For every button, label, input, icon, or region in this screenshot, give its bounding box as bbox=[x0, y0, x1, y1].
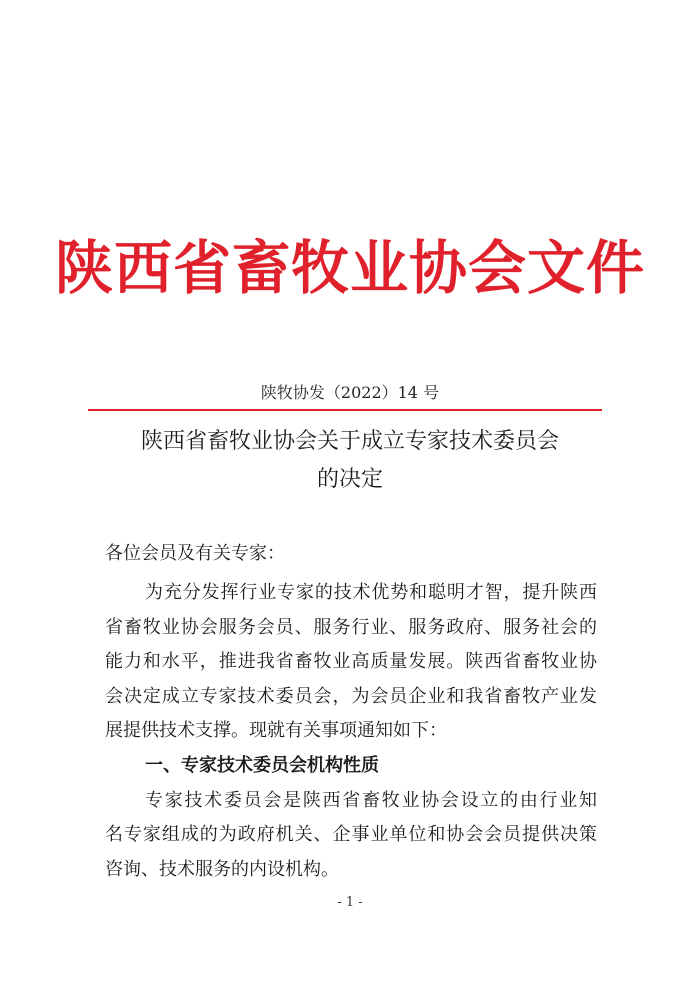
document-title-line-2: 的决定 bbox=[316, 467, 383, 492]
page-number: - 1 - bbox=[337, 895, 363, 910]
paragraph-1-line-4: 会决定成立专家技术委员会，为会员企业和我省畜牧产业发 bbox=[105, 685, 597, 707]
document-number: 陕牧协发（2022）14 号 bbox=[260, 383, 440, 402]
document-title-line-1: 陕西省畜牧业协会关于成立专家技术委员会 bbox=[140, 429, 559, 454]
document-title bbox=[0, 423, 700, 499]
section-1-heading: 一、专家技术委员会机构性质 bbox=[145, 754, 379, 776]
document-header-title: 陕西省畜牧业协会文件 bbox=[54, 234, 645, 302]
paragraph-1-line-3: 能力和水平，推进我省畜牧业高质量发展。陕西省畜牧业协 bbox=[105, 651, 597, 673]
paragraph-1-line-1: 为充分发挥行业专家的技术优势和聪明才智，提升陕西 bbox=[145, 582, 597, 603]
section-1-line-1: 专家技术委员会是陕西省畜牧业协会设立的由行业知 bbox=[145, 789, 597, 811]
paragraph-1-line-5: 展提供技术支撑。现就有关事项通知如下： bbox=[105, 720, 447, 742]
document-body bbox=[105, 576, 597, 887]
paragraph-1-line-2: 省畜牧业协会服务会员、服务行业、服务政府、服务社会的 bbox=[105, 616, 597, 638]
salutation: 各位会员及有关专家： bbox=[105, 543, 285, 564]
red-divider-line bbox=[88, 409, 602, 411]
section-1-line-2: 名专家组成的为政府机关、企事业单位和协会会员提供决策 bbox=[105, 824, 597, 846]
section-1-line-3: 咨询、技术服务的内设机构。 bbox=[105, 858, 339, 880]
